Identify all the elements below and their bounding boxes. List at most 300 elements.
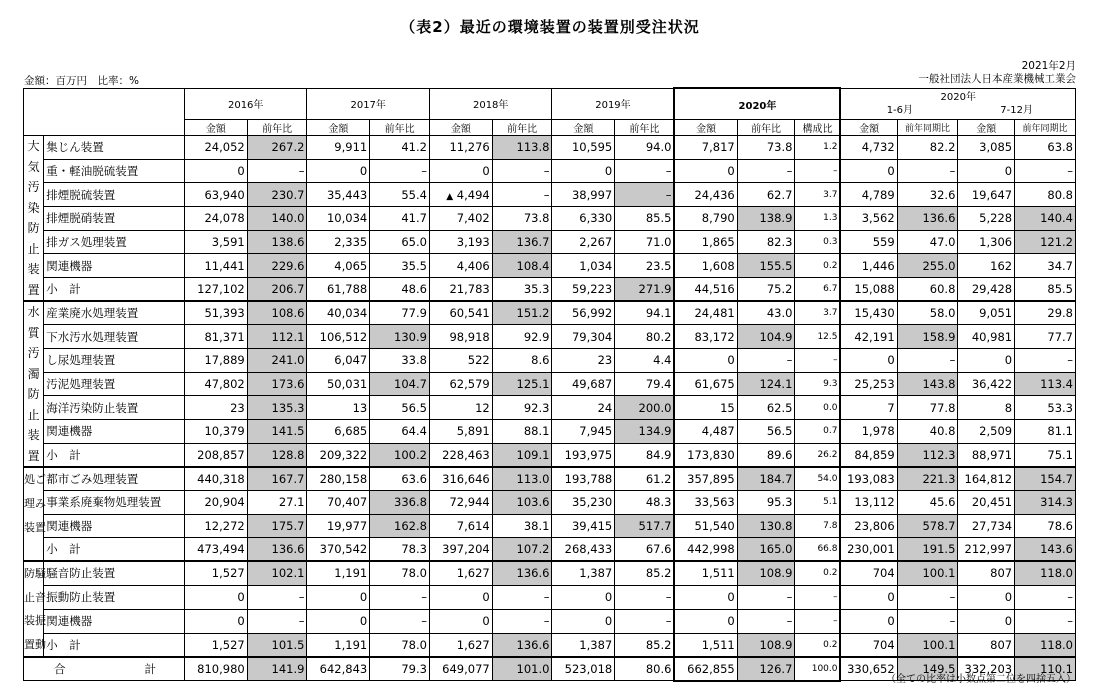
table-row — [24, 230, 1076, 254]
table-cell: 165.0 — [737, 538, 795, 562]
table-cell: 66.8 — [795, 538, 841, 562]
table-cell: 10,595 — [552, 136, 615, 160]
table-cell: – — [370, 609, 430, 633]
table-cell: 357,895 — [674, 467, 737, 491]
table-cell: 41.7 — [370, 206, 430, 230]
year-2018: 2018年 — [429, 88, 552, 120]
table-cell: 63.8 — [1015, 136, 1076, 160]
table-cell: 108.4 — [492, 254, 552, 278]
table-cell: 71.0 — [615, 230, 675, 254]
table-cell: 10,379 — [184, 420, 247, 444]
table-cell: 24,436 — [674, 183, 737, 207]
table-cell: 19,977 — [307, 514, 370, 538]
table-cell: 662,855 — [674, 657, 737, 681]
table-cell: 241.0 — [247, 348, 307, 372]
table-cell: 56.5 — [737, 420, 795, 444]
table-cell: 35,443 — [307, 183, 370, 207]
table-cell: – — [615, 159, 675, 183]
table-row — [24, 183, 1076, 207]
table-cell: 85.2 — [615, 633, 675, 657]
category-label: 防 騒 止 音 装 振 置 動 — [24, 561, 44, 657]
table-cell: 0.2 — [795, 561, 841, 585]
table-cell: 80.2 — [615, 325, 675, 349]
table-cell: 40,981 — [958, 325, 1015, 349]
table-cell: 39,415 — [552, 514, 615, 538]
table-cell: 121.2 — [1015, 230, 1076, 254]
table-cell: 807 — [958, 633, 1015, 657]
table-cell: 47,802 — [184, 372, 247, 396]
table-cell: 101.0 — [492, 657, 552, 681]
half1-label: 1-6月 — [886, 104, 914, 116]
table-cell: 24,052 — [184, 136, 247, 160]
table-cell: 2,335 — [307, 230, 370, 254]
table-cell: – — [737, 609, 795, 633]
table-cell: 0 — [429, 585, 492, 609]
table-cell: 0 — [674, 348, 737, 372]
table-cell: 108.9 — [737, 561, 795, 585]
subheader-yoy_same: 前年同期比 — [897, 120, 958, 136]
table-cell: 1,446 — [840, 254, 897, 278]
table-cell: 0 — [958, 585, 1015, 609]
table-cell: 193,083 — [840, 467, 897, 491]
table-cell: 27,734 — [958, 514, 1015, 538]
table-cell: 61,675 — [674, 372, 737, 396]
row-label: 関連機器 — [44, 254, 185, 278]
table-cell: 1,387 — [552, 561, 615, 585]
category-label: 水 質 汚 濁 防 止 装 置 — [24, 301, 44, 467]
table-cell: 1,034 — [552, 254, 615, 278]
table-cell: 23,806 — [840, 514, 897, 538]
table-cell: 0 — [552, 585, 615, 609]
subheader-amount: 金額 — [552, 120, 615, 136]
subheader-amount: 金額 — [840, 120, 897, 136]
subheader-comp: 構成比 — [795, 120, 841, 136]
table-cell: 20,451 — [958, 491, 1015, 515]
table-cell: 0 — [674, 585, 737, 609]
table-cell: 34.7 — [1015, 254, 1076, 278]
row-label: 海洋汚染防止装置 — [44, 396, 185, 420]
table-cell: 154.7 — [1015, 467, 1076, 491]
table-cell: 136.6 — [247, 538, 307, 562]
table-cell: 138.9 — [737, 206, 795, 230]
table-cell: 332,203 — [958, 657, 1015, 681]
table-cell: 4,065 — [307, 254, 370, 278]
table-cell: 0 — [958, 159, 1015, 183]
table-cell: 0 — [674, 159, 737, 183]
table-cell: 127,102 — [184, 277, 247, 301]
table-cell: 108.9 — [737, 633, 795, 657]
table-cell: 440,318 — [184, 467, 247, 491]
table-cell: 704 — [840, 561, 897, 585]
table-cell: 2,267 — [552, 230, 615, 254]
table-cell: 125.1 — [492, 372, 552, 396]
row-label: 事業系廃棄物処理装置 — [44, 491, 185, 515]
table-cell: 82.2 — [897, 136, 958, 160]
row-label: 小 計 — [44, 443, 185, 467]
table-row — [24, 491, 1076, 515]
table-cell: 0.2 — [795, 254, 841, 278]
table-cell: 124.1 — [737, 372, 795, 396]
table-cell: 6,685 — [307, 420, 370, 444]
table-cell: 45.6 — [897, 491, 958, 515]
table-cell: 0 — [958, 348, 1015, 372]
table-cell: 162 — [958, 254, 1015, 278]
table-cell: – — [370, 159, 430, 183]
table-cell: 128.8 — [247, 443, 307, 467]
report-date: 2021年2月 — [1021, 60, 1076, 72]
table-cell: 212,997 — [958, 538, 1015, 562]
table-cell: 7,817 — [674, 136, 737, 160]
table-cell: 94.0 — [615, 136, 675, 160]
table-cell: 0.2 — [795, 633, 841, 657]
table-cell: 67.6 — [615, 538, 675, 562]
table-cell: – — [795, 159, 841, 183]
table-cell: 63,940 — [184, 183, 247, 207]
table-cell: 141.9 — [247, 657, 307, 681]
table-cell: 7,945 — [552, 420, 615, 444]
table-cell: 98,918 — [429, 325, 492, 349]
row-label: 小 計 — [44, 633, 185, 657]
table-cell: 100.0 — [795, 657, 841, 681]
table-cell: 60,541 — [429, 301, 492, 325]
table-cell: 230.7 — [247, 183, 307, 207]
table-cell: 1,527 — [184, 633, 247, 657]
table-cell: 1,511 — [674, 633, 737, 657]
row-label: 関連機器 — [44, 420, 185, 444]
table-cell: 559 — [840, 230, 897, 254]
table-row — [24, 136, 1076, 160]
table-cell: 112.3 — [897, 443, 958, 467]
row-label: 産業廃水処理装置 — [44, 301, 185, 325]
table-cell: 0 — [958, 609, 1015, 633]
table-cell: 61,788 — [307, 277, 370, 301]
table-row — [24, 420, 1076, 444]
subheader-amount: 金額 — [184, 120, 247, 136]
table-cell: – — [897, 348, 958, 372]
table-cell: 26.2 — [795, 443, 841, 467]
table-cell: 113.4 — [1015, 372, 1076, 396]
half2-label: 7-12月 — [1000, 104, 1033, 116]
table-cell: 143.6 — [1015, 538, 1076, 562]
table-cell: 89.6 — [737, 443, 795, 467]
table-cell: 0 — [840, 159, 897, 183]
table-cell: – — [795, 348, 841, 372]
table-cell: 1.2 — [795, 136, 841, 160]
table-cell: 15 — [674, 396, 737, 420]
table-cell: 130.8 — [737, 514, 795, 538]
table-cell: – — [737, 348, 795, 372]
table-cell: 80.8 — [1015, 183, 1076, 207]
table-cell: 17,889 — [184, 348, 247, 372]
table-cell: 228,463 — [429, 443, 492, 467]
table-row — [24, 467, 1076, 491]
table-cell: 6,047 — [307, 348, 370, 372]
table-cell: 3,562 — [840, 206, 897, 230]
table-cell: 268,433 — [552, 538, 615, 562]
table-cell: – — [615, 609, 675, 633]
table-cell: 3,591 — [184, 230, 247, 254]
table-cell: 173.6 — [247, 372, 307, 396]
table-cell: 43.0 — [737, 301, 795, 325]
table-cell: 0 — [307, 585, 370, 609]
table-cell: 173,830 — [674, 443, 737, 467]
table-cell: 35.3 — [492, 277, 552, 301]
table-cell: 175.7 — [247, 514, 307, 538]
year-2016: 2016年 — [184, 88, 307, 120]
table-cell: 48.6 — [370, 277, 430, 301]
table-cell: 50,031 — [307, 372, 370, 396]
row-label: 騒音防止装置 — [44, 561, 185, 585]
row-label: 集じん装置 — [44, 136, 185, 160]
row-label: 重・軽油脱硫装置 — [44, 159, 185, 183]
table-cell: 7.8 — [795, 514, 841, 538]
table-cell: 0 — [840, 585, 897, 609]
table-cell: 47.0 — [897, 230, 958, 254]
table-cell: – — [1015, 585, 1076, 609]
table-cell: 85.5 — [1015, 277, 1076, 301]
table-cell: 100.1 — [897, 633, 958, 657]
table-cell: 314.3 — [1015, 491, 1076, 515]
subheader-amount: 金額 — [958, 120, 1015, 136]
row-label: 関連機器 — [44, 514, 185, 538]
table-cell: 200.0 — [615, 396, 675, 420]
table-cell: 83,172 — [674, 325, 737, 349]
table-cell: 330,652 — [840, 657, 897, 681]
table-cell: 1,511 — [674, 561, 737, 585]
header-blank — [24, 88, 185, 136]
table-cell: 61.2 — [615, 467, 675, 491]
table-row — [24, 633, 1076, 657]
table-cell: 85.5 — [615, 206, 675, 230]
grand-total-label: 合 計 — [24, 657, 185, 681]
table-cell: 6.7 — [795, 277, 841, 301]
year-2017: 2017年 — [307, 88, 430, 120]
table-cell: 24,078 — [184, 206, 247, 230]
subheader-amount: 金額 — [429, 120, 492, 136]
table-cell: 1,306 — [958, 230, 1015, 254]
table-cell: 72,944 — [429, 491, 492, 515]
table-cell: 42,191 — [840, 325, 897, 349]
table-cell: 523,018 — [552, 657, 615, 681]
table-cell: 81.1 — [1015, 420, 1076, 444]
table-cell: 3.7 — [795, 183, 841, 207]
table-cell: 15,430 — [840, 301, 897, 325]
table-cell: 2,509 — [958, 420, 1015, 444]
table-cell: 77.9 — [370, 301, 430, 325]
table-cell: – — [737, 585, 795, 609]
table-cell: 578.7 — [897, 514, 958, 538]
table-cell: 75.2 — [737, 277, 795, 301]
table-cell: 21,783 — [429, 277, 492, 301]
subheader-yoy: 前年比 — [615, 120, 675, 136]
table-cell: 3,085 — [958, 136, 1015, 160]
table-cell: 5,228 — [958, 206, 1015, 230]
table-cell: 59,223 — [552, 277, 615, 301]
table-cell: 1,865 — [674, 230, 737, 254]
table-cell: 151.2 — [492, 301, 552, 325]
table-cell: 32.6 — [897, 183, 958, 207]
table-cell: 55.4 — [370, 183, 430, 207]
table-cell: 517.7 — [615, 514, 675, 538]
table-cell: 29,428 — [958, 277, 1015, 301]
table-cell: 397,204 — [429, 538, 492, 562]
table-cell: 155.5 — [737, 254, 795, 278]
table-cell: 0 — [429, 609, 492, 633]
table-cell: ▲ 4,494 — [429, 183, 492, 207]
category-label: 大 気 汚 染 防 止 装 置 — [24, 136, 44, 302]
table-cell: 92.9 — [492, 325, 552, 349]
table-cell: 48.3 — [615, 491, 675, 515]
table-cell: – — [1015, 609, 1076, 633]
table-cell: – — [737, 159, 795, 183]
table-cell: 704 — [840, 633, 897, 657]
table-cell: 136.6 — [492, 633, 552, 657]
table-cell: 642,843 — [307, 657, 370, 681]
table-cell: – — [492, 585, 552, 609]
table-cell: 11,441 — [184, 254, 247, 278]
table-row — [24, 396, 1076, 420]
table-cell: 113.0 — [492, 467, 552, 491]
table-cell: 84,859 — [840, 443, 897, 467]
table-cell: 100.2 — [370, 443, 430, 467]
row-label: 小 計 — [44, 538, 185, 562]
table-row — [24, 514, 1076, 538]
table-cell: 118.0 — [1015, 633, 1076, 657]
table-row — [24, 277, 1076, 301]
table-cell: 1,387 — [552, 633, 615, 657]
table-row — [24, 561, 1076, 585]
table-cell: – — [492, 183, 552, 207]
row-label: 排煙脱硫装置 — [44, 183, 185, 207]
table-cell: 108.6 — [247, 301, 307, 325]
table-cell: 0 — [184, 159, 247, 183]
table-cell: 82.3 — [737, 230, 795, 254]
table-row — [24, 348, 1076, 372]
table-cell: 138.6 — [247, 230, 307, 254]
table-cell: 80.6 — [615, 657, 675, 681]
table-cell: 442,998 — [674, 538, 737, 562]
table-cell: – — [897, 609, 958, 633]
table-cell: 94.1 — [615, 301, 675, 325]
table-cell: 208,857 — [184, 443, 247, 467]
table-cell: 7,402 — [429, 206, 492, 230]
table-cell: 149.5 — [897, 657, 958, 681]
page-title: （表2）最近の環境装置の装置別受注状況 — [400, 18, 700, 36]
row-label: 小 計 — [44, 277, 185, 301]
table-cell: 70,407 — [307, 491, 370, 515]
table-cell: 29.8 — [1015, 301, 1076, 325]
table-cell: 88.1 — [492, 420, 552, 444]
table-cell: 0 — [840, 609, 897, 633]
table-cell: 4,487 — [674, 420, 737, 444]
table-cell: 522 — [429, 348, 492, 372]
table-cell: 135.3 — [247, 396, 307, 420]
table-cell: 0 — [840, 348, 897, 372]
unit-note: 金額：百万円 比率：% — [24, 75, 139, 87]
table-cell: 79.4 — [615, 372, 675, 396]
table-cell: 107.2 — [492, 538, 552, 562]
table-cell: 158.9 — [897, 325, 958, 349]
table-cell: 649,077 — [429, 657, 492, 681]
table-cell: 24,481 — [674, 301, 737, 325]
table-row — [24, 372, 1076, 396]
table-cell: 140.4 — [1015, 206, 1076, 230]
table-cell: 78.0 — [370, 561, 430, 585]
table-cell: 126.7 — [737, 657, 795, 681]
category-label: 処 ご 理 み 装 置 — [24, 467, 44, 561]
table-cell: 104.9 — [737, 325, 795, 349]
table-cell: 95.3 — [737, 491, 795, 515]
table-cell: 19,647 — [958, 183, 1015, 207]
table-cell: 12,272 — [184, 514, 247, 538]
table-row — [24, 159, 1076, 183]
table-cell: 140.0 — [247, 206, 307, 230]
table-cell: 40.8 — [897, 420, 958, 444]
table-cell: 62.7 — [737, 183, 795, 207]
row-label: 関連機器 — [44, 609, 185, 633]
half-year-label: 2020年 — [940, 91, 976, 103]
table-cell: – — [492, 609, 552, 633]
table-cell: 221.3 — [897, 467, 958, 491]
table-cell: 3.7 — [795, 301, 841, 325]
table-cell: 0 — [184, 585, 247, 609]
table-cell: 13 — [307, 396, 370, 420]
table-cell: 193,975 — [552, 443, 615, 467]
table-cell: 63.6 — [370, 467, 430, 491]
table-cell: 8,790 — [674, 206, 737, 230]
table-cell: 103.6 — [492, 491, 552, 515]
table-cell: 13,112 — [840, 491, 897, 515]
table-cell: 60.8 — [897, 277, 958, 301]
table-cell: 4,406 — [429, 254, 492, 278]
table-cell: 8.6 — [492, 348, 552, 372]
table-cell: 78.6 — [1015, 514, 1076, 538]
table-cell: – — [795, 585, 841, 609]
table-cell: 191.5 — [897, 538, 958, 562]
table-cell: – — [492, 159, 552, 183]
table-cell: 51,540 — [674, 514, 737, 538]
table-cell: 104.7 — [370, 372, 430, 396]
table-cell: 1,527 — [184, 561, 247, 585]
table-row — [24, 301, 1076, 325]
table-cell: 255.0 — [897, 254, 958, 278]
table-cell: 162.8 — [370, 514, 430, 538]
table-cell: 113.8 — [492, 136, 552, 160]
table-cell: 20,904 — [184, 491, 247, 515]
table-cell: 15,088 — [840, 277, 897, 301]
table-cell: 0 — [307, 609, 370, 633]
table-cell: 8 — [958, 396, 1015, 420]
table-cell: 33.8 — [370, 348, 430, 372]
subheader-yoy_same: 前年同期比 — [1015, 120, 1076, 136]
table-cell: 5.1 — [795, 491, 841, 515]
table-cell: 23.5 — [615, 254, 675, 278]
table-cell: 316,646 — [429, 467, 492, 491]
table-cell: 0.0 — [795, 396, 841, 420]
table-cell: 51,393 — [184, 301, 247, 325]
table-cell: 136.6 — [897, 206, 958, 230]
table-cell: – — [1015, 159, 1076, 183]
table-cell: 1,191 — [307, 561, 370, 585]
table-cell: 9,051 — [958, 301, 1015, 325]
row-label: 振動防止装置 — [44, 585, 185, 609]
table-cell: 9,911 — [307, 136, 370, 160]
table-cell: 109.1 — [492, 443, 552, 467]
table-cell: 49,687 — [552, 372, 615, 396]
table-cell: 101.5 — [247, 633, 307, 657]
table-cell: 1.3 — [795, 206, 841, 230]
table-cell: 193,788 — [552, 467, 615, 491]
